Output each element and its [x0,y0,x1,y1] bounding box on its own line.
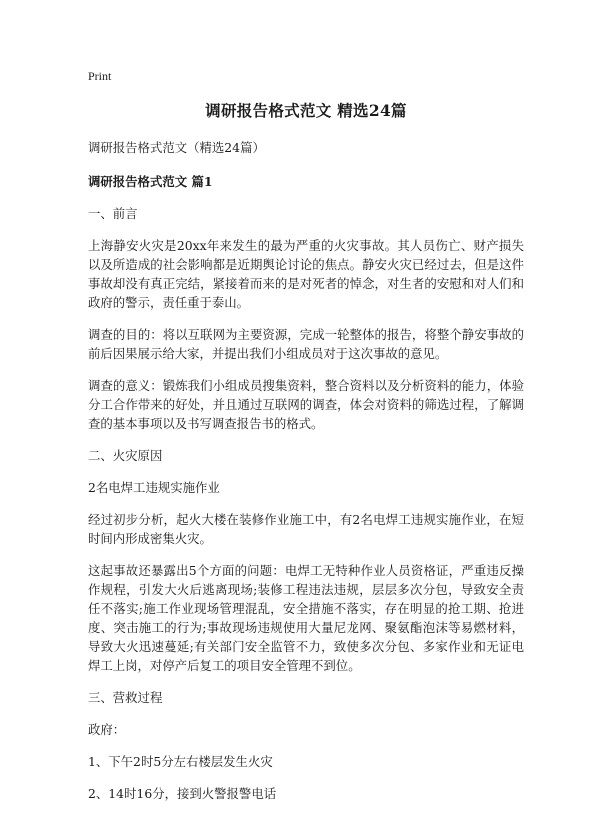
paragraph-analysis: 经过初步分析，起火大楼在装修作业施工中，有2名电焊工违规实施作业，在短时间内形成密集火灾。 [88,512,524,546]
paragraph-significance: 调查的意义：锻炼我们小组成员搜集资料，整合资料以及分析资料的能力，体验分工合作带来的好处，并且通过互联网的调查，体会对资料的筛选过程，了解调查的基本事项以及书写调查报告书的格式。 [88,378,524,431]
paragraph-intro: 上海静安火灾是20xx年来发生的最为严重的火灾事故。其人员伤亡、财产损失以及所造成的社会影响都是近期舆论讨论的焦点。静安火灾已经过去，但是这件事故却没有真正完结，紧接着而来的是对死者的悼念，对生者的安慰和对人们和政府的警示，责任重于泰山。 [88,238,524,310]
heading-rescue: 三、营救过程 [88,690,163,705]
section-heading: 调研报告格式范文 篇1 [88,174,213,189]
list-item-2: 2、14时16分，接到火警报警电话 [88,786,277,801]
heading-fire-cause: 二、火灾原因 [88,448,163,463]
subheading-welders: 2名电焊工违规实施作业 [88,480,220,495]
document-title: 调研报告格式范文 精选24篇 [205,101,407,120]
paragraph-purpose: 调查的目的：将以互联网为主要资源，完成一轮整体的报告，将整个静安事故的前后因果展示给大家，并提出我们小组成员对于这次事故的意见。 [88,327,524,361]
print-label: Print [88,69,112,83]
list-item-1: 1、下午2时5分左右楼层发生火灾 [88,754,273,769]
document-page [88,68,524,816]
line-government: 政府： [88,722,126,737]
document-subtitle: 调研报告格式范文（精选24篇） [88,140,265,155]
heading-preface: 一、前言 [88,206,138,221]
paragraph-problems: 这起事故还暴露出5个方面的问题：电焊工无特种作业人员资格证，严重违反操作规程，引发大火后逃离现场;装修工程违法违规，层层多次分包，导致安全责任不落实;施工作业现场管理混乱，安全措施不落实，存在明显的抢工期、抢进度、突击施工的行为;事故现场违规使用大量尼龙网、聚氨酯泡沫等易燃材料，导致大火迅速蔓延;有关部门安全监管不力，致使多次分包、多家作业和无证电焊工上岗，对停产后复工的项目安全管理不到位。 [88,563,524,673]
